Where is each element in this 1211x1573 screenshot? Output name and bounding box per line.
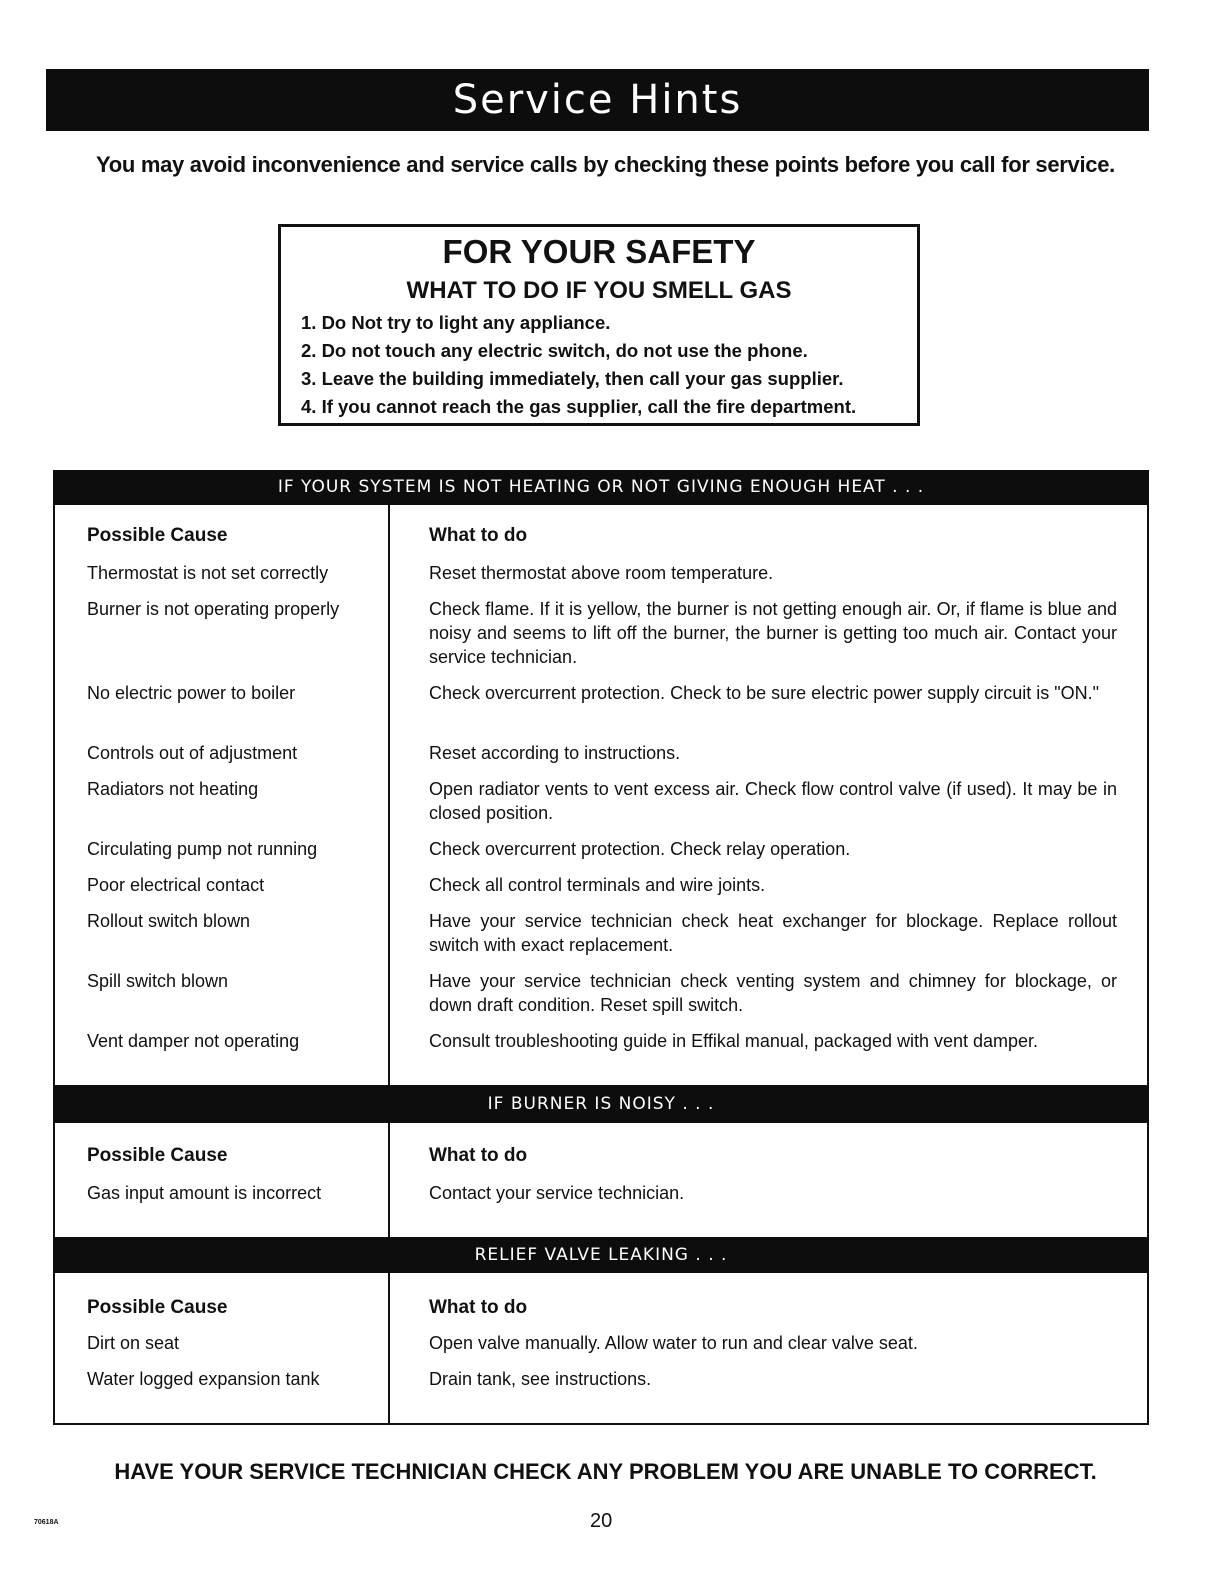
todo-header: What to do [429, 1145, 528, 1166]
safety-item: 4. If you cannot reach the gas supplier, call the fire department. [301, 396, 857, 417]
cause-cell: Controls out of adjustment [87, 743, 298, 763]
intro-text: You may avoid inconvenience and service calls by checking these points before you call for service. [96, 152, 1115, 177]
page-number: 20 [590, 1510, 613, 1532]
cause-cell: Poor electrical contact [87, 875, 265, 895]
cause-cell: Thermostat is not set correctly [87, 563, 329, 583]
cause-cell: No electric power to boiler [87, 683, 296, 703]
cause-header: Possible Cause [87, 1297, 228, 1318]
cause-header: Possible Cause [87, 525, 228, 546]
section-heading-burner-noisy: IF BURNER IS NOISY . . . [53, 1085, 1149, 1123]
safety-list [301, 309, 856, 421]
document-code: 70618A [34, 1519, 59, 1526]
cause-cell: Radiators not heating [87, 779, 259, 799]
todo-cell: Check overcurrent protection. Check relay operation. [429, 839, 851, 859]
safety-subtitle: WHAT TO DO IF YOU SMELL GAS [406, 277, 792, 304]
table-relief-valve [53, 1273, 1149, 1425]
todo-header: What to do [429, 1297, 528, 1318]
todo-header: What to do [429, 525, 528, 546]
table-burner-noisy [53, 1123, 1149, 1237]
column-divider [388, 1273, 390, 1423]
todo-cell: Reset thermostat above room temperature. [429, 563, 774, 583]
cause-header: Possible Cause [87, 1145, 228, 1166]
todo-cell: Have your service technician check heat exchanger for blockage. Replace rollout switch with exact replacement. [429, 911, 1117, 955]
todo-cell: Drain tank, see instructions. [429, 1369, 652, 1389]
todo-cell: Consult troubleshooting guide in Effikal manual, packaged with vent damper. [429, 1031, 1039, 1051]
todo-cell: Check overcurrent protection. Check to be sure electric power supply circuit is "ON." [429, 683, 1100, 703]
safety-item: 3. Leave the building immediately, then call your gas supplier. [301, 368, 844, 389]
cause-cell: Rollout switch blown [87, 911, 251, 931]
column-divider [388, 1123, 390, 1237]
todo-cell: Check all control terminals and wire joints. [429, 875, 766, 895]
cause-cell: Burner is not operating properly [87, 599, 340, 619]
todo-cell: Reset according to instructions. [429, 743, 681, 763]
column-divider [388, 505, 390, 1085]
cause-cell: Vent damper not operating [87, 1031, 300, 1051]
todo-cell: Contact your service technician. [429, 1183, 685, 1203]
section-heading-relief-valve: RELIEF VALVE LEAKING . . . [53, 1237, 1149, 1273]
section-heading-not-heating: IF YOUR SYSTEM IS NOT HEATING OR NOT GIVING ENOUGH HEAT . . . [53, 470, 1149, 505]
footer-notice: HAVE YOUR SERVICE TECHNICIAN CHECK ANY PROBLEM YOU ARE UNABLE TO CORRECT. [114, 1459, 1097, 1484]
safety-title: FOR YOUR SAFETY [442, 233, 756, 270]
todo-cell: Check flame. If it is yellow, the burner is not getting enough air. Or, if flame is blue and noisy and seems to lift off the burner, the burner is getting too much air. Contact your service technician. [429, 599, 1117, 667]
todo-cell: Open valve manually. Allow water to run and clear valve seat. [429, 1333, 918, 1353]
todo-cell: Open radiator vents to vent excess air. Check flow control valve (if used). It may be in closed position. [429, 779, 1117, 823]
cause-cell: Water logged expansion tank [87, 1369, 320, 1389]
safety-item: 2. Do not touch any electric switch, do not use the phone. [301, 340, 808, 361]
safety-box [278, 224, 920, 426]
cause-cell: Dirt on seat [87, 1333, 180, 1353]
todo-cell: Have your service technician check venting system and chimney for blockage, or down draft condition. Reset spill switch. [429, 971, 1117, 1015]
cause-cell: Circulating pump not running [87, 839, 318, 859]
page-banner-title: Service Hints [46, 69, 1149, 131]
cause-cell: Gas input amount is incorrect [87, 1183, 322, 1203]
safety-item: 1. Do Not try to light any appliance. [301, 312, 611, 333]
cause-cell: Spill switch blown [87, 971, 229, 991]
table-not-heating [53, 505, 1149, 1085]
